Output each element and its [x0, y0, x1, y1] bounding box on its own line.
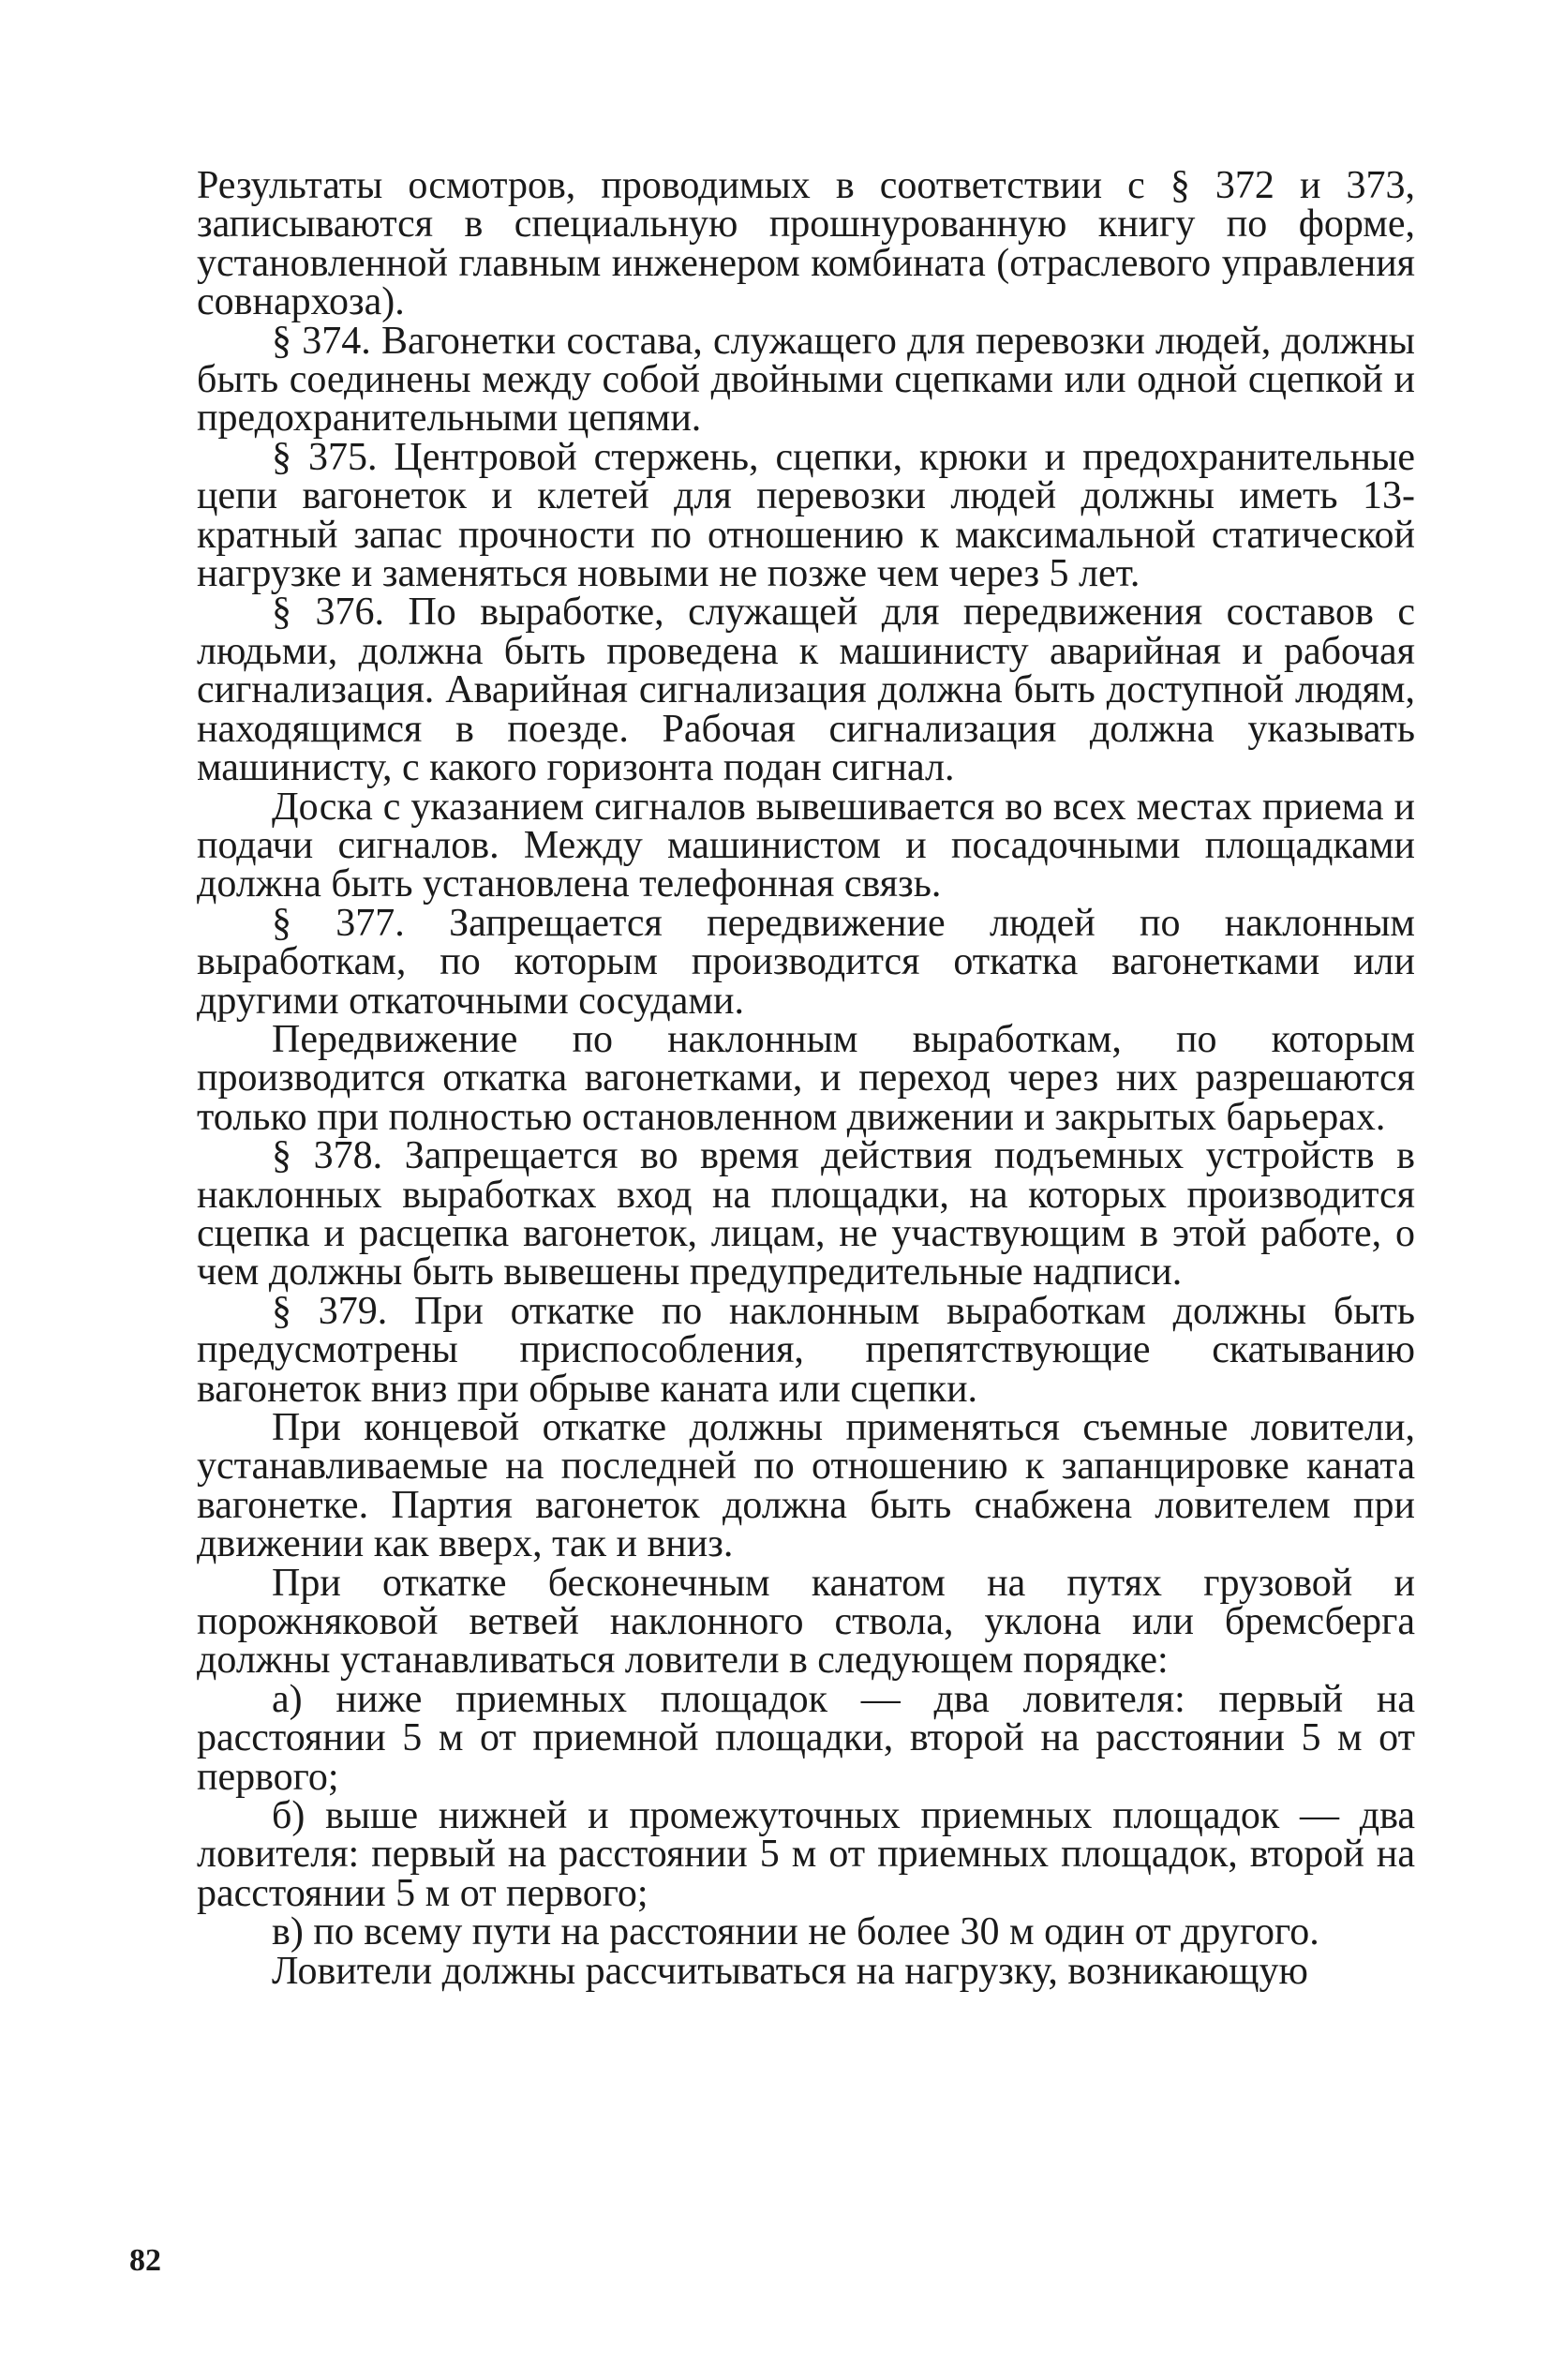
paragraph-section-375: § 375. Центровой стержень, сцепки, крюки и предохранительные цепи вагонеток и клетей для перевозки людей должны иметь 13-кратный запас прочности по отношению к максимальной статической нагрузке и заменяться новыми не позже чем через 5 лет.: [197, 435, 1415, 596]
page-body: [197, 164, 1415, 1993]
paragraph-end-haulage: При концевой откатке должны применяться съемные ловители, устанавливаемые на последней по отношению к запанцировке каната вагонетке. Партия вагонеток должна быть снабжена ловителем при движении как вверх, так и вниз.: [197, 1406, 1415, 1566]
paragraph-endless-rope: При откатке бесконечным канатом на путях грузовой и порожняковой ветвей наклонного ствола, уклона или бремсберга должны устанавливаться ловители в следующем порядке:: [197, 1561, 1415, 1683]
paragraph-movement-inclined: Передвижение по наклонным выработкам, по которым производится откатка вагонетками, и переход через них разрешаются только при полностью остановленном движении и закрытых барьерах.: [197, 1017, 1415, 1139]
page-number: 82: [129, 2243, 161, 2278]
paragraph-section-378: § 378. Запрещается во время действия подъемных устройств в наклонных выработках вход на площадки, на которых производится сцепка и расцепка вагонеток, лицам, не участвующим в этой работе, о чем должны быть вывешены предупредительные надписи.: [197, 1134, 1415, 1295]
paragraph-inspection-results: Результаты осмотров, проводимых в соответствии с § 372 и 373, записываются в специальную прошнурованную книгу по форме, установленной главным инженером комбината (отраслевого управления совнархоза).: [197, 164, 1415, 324]
paragraph-section-376: § 376. По выработке, служащей для передвижения составов с людьми, должна быть проведена к машинисту аварийная и рабочая сигнализация. Аварийная сигнализация должна быть доступной людям, находящимся в поезде. Рабочая сигнализация должна указывать машинисту, с какого горизонта подан сигнал.: [197, 591, 1415, 790]
paragraph-section-374: § 374. Вагонетки состава, служащего для перевозки людей, должны быть соединены между собой двойными сцепками или одной сцепкой и предохранительными цепями.: [197, 319, 1415, 441]
paragraph-signal-board: Доска с указанием сигналов вывешивается во всех местах приема и подачи сигналов. Между машинистом и посадочными площадками должна быть установлена телефонная связь.: [197, 785, 1415, 906]
list-item-c: в) по всему пути на расстоянии не более 30 м один от другого.: [272, 1910, 1319, 1954]
paragraph-catchers-load: Ловители должны рассчитываться на нагрузку, возникающую: [272, 1949, 1308, 1993]
list-item-a: а) ниже приемных площадок — два ловителя: первый на расстоянии 5 м от приемной площадки, второй на расстоянии 5 м от первого;: [197, 1677, 1415, 1799]
paragraph-section-377: § 377. Запрещается передвижение людей по наклонным выработкам, по которым производится откатка вагонетками или другими откаточными сосудами.: [197, 901, 1415, 1023]
paragraph-section-379: § 379. При откатке по наклонным выработкам должны быть предусмотрены приспособления, препятствующие скатыванию вагонеток вниз при обрыве каната или сцепки.: [197, 1289, 1415, 1411]
list-item-b: б) выше нижней и промежуточных приемных площадок — два ловителя: первый на расстоянии 5 м от приемных площадок, второй на расстоянии 5 м от первого;: [197, 1794, 1415, 1915]
